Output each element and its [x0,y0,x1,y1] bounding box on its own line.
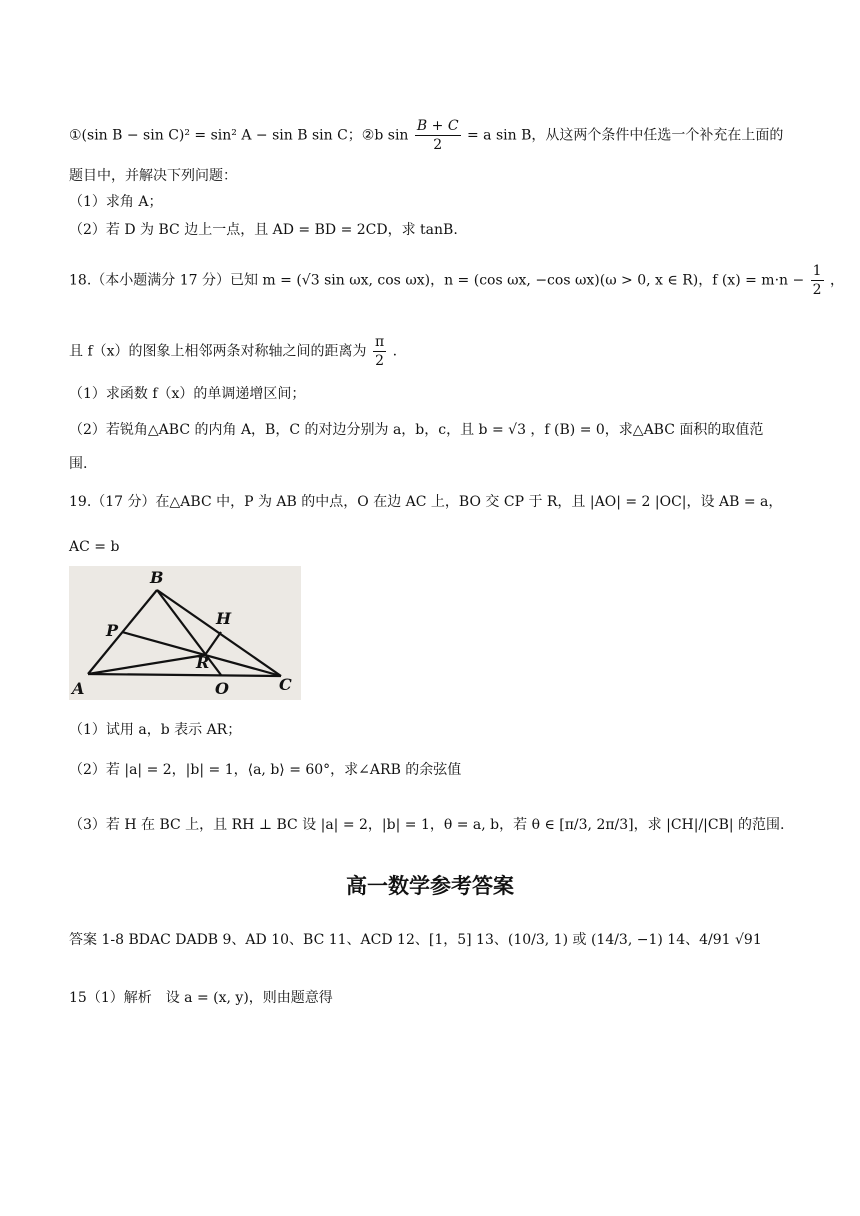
q17-fraction-den: 2 [433,137,443,153]
q18-head [69,262,844,299]
answer-line: 答案 1-8 BDAC DADB 9、AD 10、BC 11、ACD 12、[1，5] 13、(10/3, 1) 或 (14/3, −1) 14、4/91 √91 [69,932,762,948]
q19-part1: （1）试用 a，b 表示 AR； [69,722,242,738]
label-p: P [106,621,119,640]
q19-part2: （2）若 |a| = 2，|b| = 1，⟨a, b⟩ = 60°，求∠ARB 的余弦值 [69,762,462,778]
q18-pi-fraction [373,333,386,370]
q18-part1: （1）求函数 f（x）的单调递增区间； [69,386,306,402]
q18-line2-text: 且 f（x）的图象上相邻两条对称轴之间的距离为 [69,343,367,360]
q17-condition-text: ①(sin B − sin C)² = sin² A − sin B sin C；②b sin [69,127,409,144]
q18-head-tail: ， [830,272,845,289]
q17-conditions [69,117,783,154]
label-h: H [216,609,232,628]
q18-part2-cont: 围. [69,456,88,472]
q18-half-den: 2 [812,282,822,298]
q17-fraction [415,117,461,154]
segment-ac [88,674,281,676]
q19-part3: （3）若 H 在 BC 上，且 RH ⊥ BC 设 |a| = 2，|b| = 1，θ = a, b，若 θ ∈ [π/3, 2π/3]，求 |CH|/|CB| 的范围. [69,817,785,833]
segment-ar [88,655,205,674]
q18-pi-den: 2 [375,353,385,369]
label-c: C [279,675,292,694]
q17-condition-tail: = a sin B，从这两个条件中任选一个补充在上面的 [467,127,784,144]
label-b: B [150,568,164,587]
label-r: R [196,653,210,672]
label-a: A [72,679,85,698]
q17-fraction-num: B + C [416,118,459,134]
q18-part2: （2）若锐角△ABC 的内角 A，B，C 的对边分别为 a，b，c，且 b = √3 ，f (B) = 0，求△ABC 面积的取值范 [69,422,764,438]
q17-part1: （1）求角 A； [69,194,163,210]
q18-line2-tail: . [392,343,398,360]
q18-half-fraction [811,262,824,299]
triangle-figure [69,566,301,700]
q17-line2: 题目中，并解决下列问题： [69,168,237,184]
q18-head-text: 18.（本小题满分 17 分）已知 m = (√3 sin ωx, cos ωx)，n = (cos ωx, −cos ωx)(ω > 0, x ∈ R)，f (x) = m·n − [69,272,805,289]
q18-pi-num: π [374,334,385,350]
answer-title: 高一数学参考答案 [346,874,514,898]
triangle-diagram [69,566,301,700]
q17-part2: （2）若 D 为 BC 边上一点，且 AD = BD = 2CD，求 tanB. [69,222,458,238]
q15-solution: 15（1）解析 设 a = (x, y)，则由题意得 [69,990,333,1006]
segment-rh [205,632,221,655]
q18-half-num: 1 [812,263,822,279]
q19-head: 19.（17 分）在△ABC 中，P 为 AB 的中点，O 在边 AC 上，BO 交 CP 于 R，且 |AO| = 2 |OC|，设 AB = a， [69,494,783,510]
q18-line2 [69,333,397,370]
q19-line2: AC = b [69,539,120,555]
label-o: O [215,679,229,698]
